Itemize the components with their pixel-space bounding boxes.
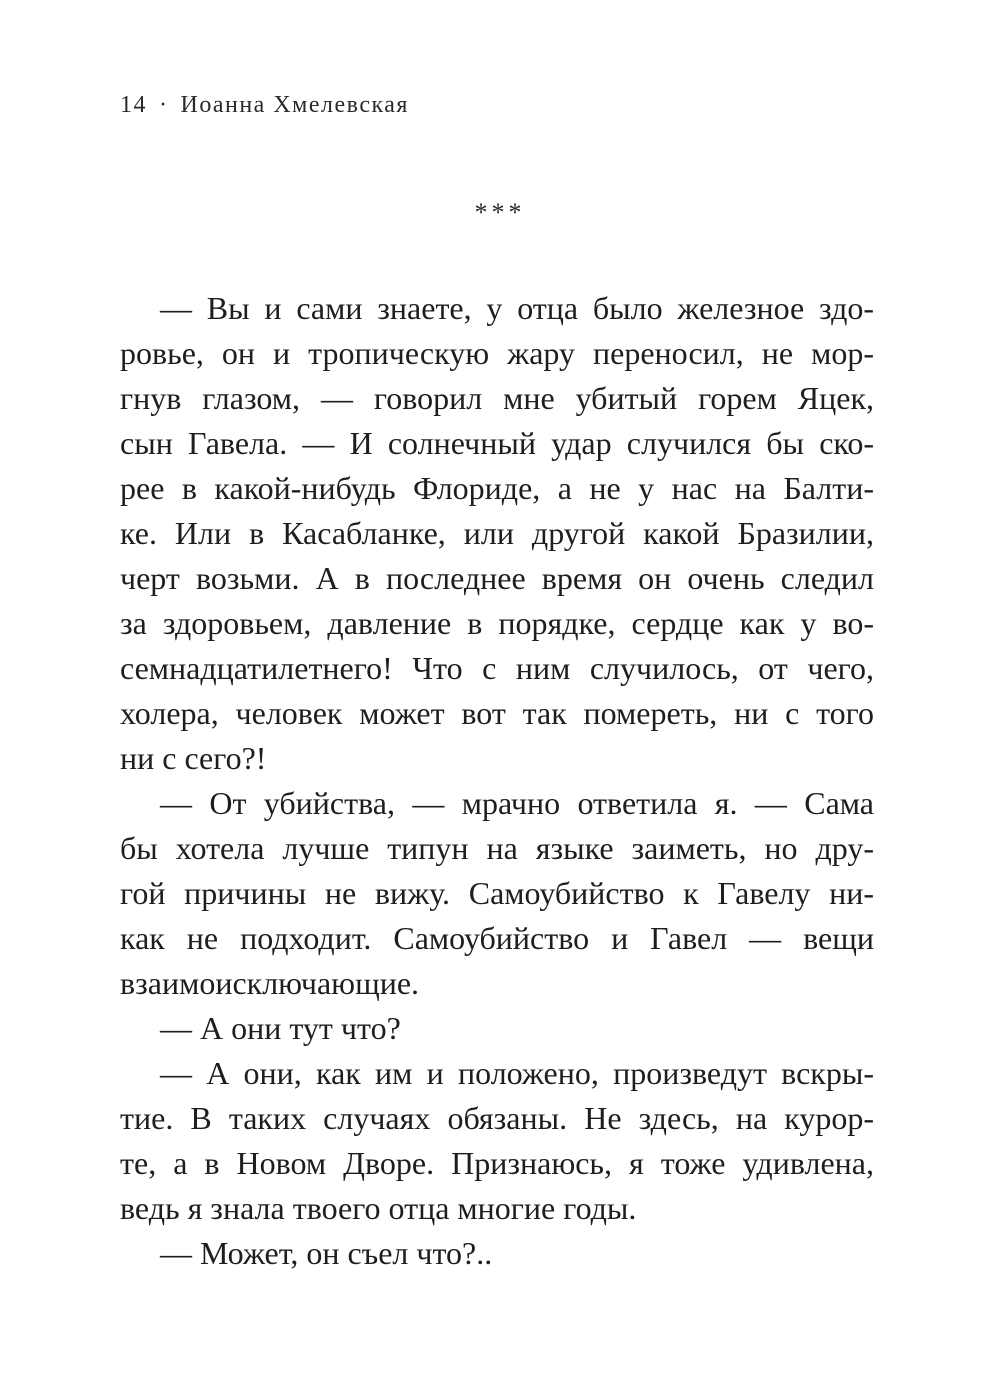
- text-line: рее в какой-нибудь Флориде, а не у нас на Балти-: [120, 470, 874, 506]
- text-line: черт возьми. А в последнее время он очень следил: [120, 560, 874, 596]
- text-line: — Вы и сами знаете, у отца было железное здо-: [160, 290, 874, 326]
- text-line: — А они, как им и положено, произведут вскры-: [160, 1055, 874, 1091]
- text-line: — От убийства, — мрачно ответила я. — Сама: [160, 785, 874, 821]
- text-line: взаимоисключающие.: [120, 965, 420, 1001]
- text-line: гнув глазом, — говорил мне убитый горем Яцек,: [120, 380, 874, 416]
- text-line: — А они тут что?: [160, 1010, 401, 1046]
- text-line: ровье, он и тропическую жару переносил, не мор-: [120, 335, 874, 371]
- text-line: гой причины не вижу. Самоубийство к Гавелу ни-: [120, 875, 874, 911]
- header-separator: ·: [159, 92, 169, 118]
- text-line: холера, человек может вот так помереть, ни с того: [120, 695, 874, 731]
- section-break: ***: [474, 198, 526, 227]
- text-line: за здоровьем, давление в порядке, сердце как у во-: [120, 605, 874, 641]
- text-line: ведь я знала твоего отца многие годы.: [120, 1190, 637, 1226]
- author-name: Иоанна Хмелевская: [180, 92, 409, 118]
- running-head: [120, 92, 409, 119]
- text-line: как не подходит. Самоубийство и Гавел — вещи: [120, 920, 874, 956]
- text-line: сын Гавела. — И солнечный удар случился бы ско-: [120, 425, 874, 461]
- text-line: бы хотела лучше типун на языке заиметь, но дру-: [120, 830, 874, 866]
- text-line: ни с сего?!: [120, 740, 267, 776]
- text-line: те, а в Новом Дворе. Признаюсь, я тоже удивлена,: [120, 1145, 874, 1181]
- page-number: 14: [120, 92, 147, 118]
- text-line: ке. Или в Касабланке, или другой какой Бразилии,: [120, 515, 874, 551]
- text-line: тие. В таких случаях обязаны. Не здесь, на курор-: [120, 1100, 874, 1136]
- text-line: семнадцатилетнего! Что с ним случилось, от чего,: [120, 650, 874, 686]
- text-line: — Может, он съел что?..: [160, 1235, 493, 1271]
- body-text: [120, 286, 874, 1276]
